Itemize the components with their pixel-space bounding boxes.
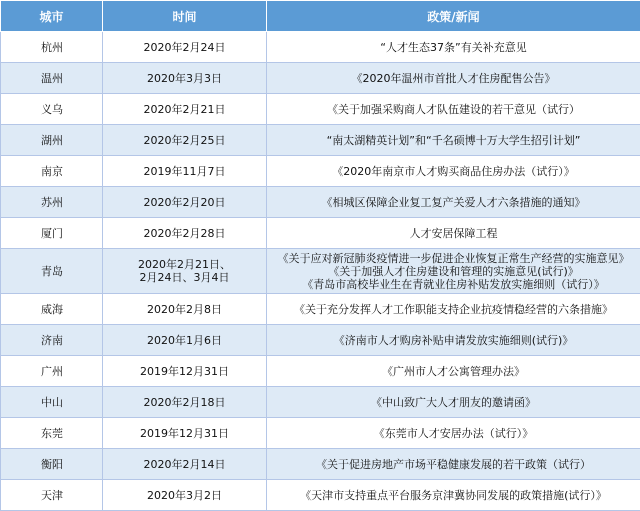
date-line: 2020年1月6日 bbox=[147, 333, 222, 347]
policy-line: 《2020年南京市人才购买商品住房办法（试行）》 bbox=[332, 164, 575, 178]
date-line: 2020年2月25日 bbox=[143, 133, 226, 147]
policy-line: 《天津市支持重点平台服务京津冀协同发展的政策措施(试行）》 bbox=[300, 488, 607, 502]
date-cell bbox=[103, 356, 267, 387]
policy-cell bbox=[267, 249, 640, 294]
date-line: 2020年2月28日 bbox=[143, 226, 226, 240]
table-row bbox=[1, 325, 640, 356]
date-cell bbox=[103, 218, 267, 249]
date-cell bbox=[103, 387, 267, 418]
policy-line: 《关于促进房地产市场平稳健康发展的若干政策（试行） bbox=[316, 457, 591, 471]
header-city: 城市 bbox=[1, 1, 103, 32]
city-cell: 厦门 bbox=[1, 218, 103, 249]
policy-line: 《相城区保障企业复工复产关爱人才六条措施的通知》 bbox=[321, 195, 586, 209]
table-row bbox=[1, 480, 640, 511]
city-cell: 苏州 bbox=[1, 187, 103, 218]
policy-cell bbox=[267, 480, 640, 511]
policy-cell bbox=[267, 218, 640, 249]
header-row bbox=[1, 1, 640, 32]
policy-cell bbox=[267, 63, 640, 94]
policy-cell bbox=[267, 387, 640, 418]
city-cell: 济南 bbox=[1, 325, 103, 356]
city-cell: 湖州 bbox=[1, 125, 103, 156]
date-cell bbox=[103, 94, 267, 125]
table-row bbox=[1, 63, 640, 94]
table-row bbox=[1, 387, 640, 418]
date-line: 2020年2月8日 bbox=[147, 302, 222, 316]
policy-line: 《东莞市人才安居办法（试行）》 bbox=[373, 426, 534, 440]
table-row bbox=[1, 356, 640, 387]
table-row bbox=[1, 249, 640, 294]
city-cell: 杭州 bbox=[1, 32, 103, 63]
header-date: 时间 bbox=[103, 1, 267, 32]
date-line: 2019年11月7日 bbox=[143, 164, 226, 178]
city-cell: 威海 bbox=[1, 294, 103, 325]
policy-line: “南太湖精英计划”和“千名硕博十万大学生招引计划” bbox=[326, 133, 581, 147]
date-line: 2020年2月21日 bbox=[143, 102, 226, 116]
table-row bbox=[1, 218, 640, 249]
policy-line: 《关于充分发挥人才工作职能支持企业抗疫情稳经营的六条措施》 bbox=[294, 302, 613, 316]
policy-line: 《关于加强采购商人才队伍建设的若干意见（试行） bbox=[327, 102, 580, 116]
table-row bbox=[1, 294, 640, 325]
policy-cell bbox=[267, 325, 640, 356]
table-row bbox=[1, 418, 640, 449]
table-row bbox=[1, 125, 640, 156]
table-body bbox=[1, 32, 640, 511]
date-cell bbox=[103, 32, 267, 63]
table-row bbox=[1, 449, 640, 480]
policy-cell bbox=[267, 187, 640, 218]
policy-line: 《关于加强人才住房建设和管理的实施意见(试行)》 bbox=[328, 264, 579, 278]
policy-cell bbox=[267, 449, 640, 480]
policy-line: 《中山致广大人才朋友的邀请函》 bbox=[371, 395, 536, 409]
date-cell bbox=[103, 187, 267, 218]
policy-cell bbox=[267, 94, 640, 125]
policy-cell bbox=[267, 294, 640, 325]
city-cell: 广州 bbox=[1, 356, 103, 387]
policy-cell bbox=[267, 356, 640, 387]
city-cell: 青岛 bbox=[1, 249, 103, 294]
city-cell: 南京 bbox=[1, 156, 103, 187]
city-cell: 温州 bbox=[1, 63, 103, 94]
policy-line: 《关于应对新冠肺炎疫情进一步促进企业恢复正常生产经营的实施意见》 bbox=[277, 251, 630, 265]
date-cell bbox=[103, 480, 267, 511]
date-line: 2020年2月20日 bbox=[143, 195, 226, 209]
date-line: 2020年3月3日 bbox=[147, 71, 222, 85]
city-cell: 天津 bbox=[1, 480, 103, 511]
date-line: 2019年12月31日 bbox=[140, 364, 229, 378]
date-line: 2020年2月14日 bbox=[143, 457, 226, 471]
header-policy: 政策/新闻 bbox=[267, 1, 640, 32]
date-cell bbox=[103, 63, 267, 94]
policy-cell bbox=[267, 418, 640, 449]
date-cell bbox=[103, 325, 267, 356]
date-cell bbox=[103, 449, 267, 480]
date-line: 2月24日、3月4日 bbox=[139, 271, 230, 284]
date-line: 2020年3月2日 bbox=[147, 488, 222, 502]
policy-line: “人才生态37条”有关补充意见 bbox=[380, 40, 527, 54]
policy-cell bbox=[267, 156, 640, 187]
city-cell: 中山 bbox=[1, 387, 103, 418]
date-line: 2020年2月24日 bbox=[143, 40, 226, 54]
table-row bbox=[1, 32, 640, 63]
policy-cell bbox=[267, 125, 640, 156]
policy-line: 《广州市人才公寓管理办法》 bbox=[382, 364, 525, 378]
policy-line: 《济南市人才购房补贴申请发放实施细则(试行)》 bbox=[333, 333, 574, 347]
date-cell bbox=[103, 125, 267, 156]
policy-cell bbox=[267, 32, 640, 63]
city-cell: 东莞 bbox=[1, 418, 103, 449]
date-cell bbox=[103, 156, 267, 187]
date-cell bbox=[103, 294, 267, 325]
policy-line: 《2020年温州市首批人才住房配售公告》 bbox=[351, 71, 556, 85]
date-line: 2020年2月21日、 bbox=[138, 258, 231, 271]
city-cell: 衡阳 bbox=[1, 449, 103, 480]
table-row bbox=[1, 156, 640, 187]
date-line: 2020年2月18日 bbox=[143, 395, 226, 409]
date-cell bbox=[103, 418, 267, 449]
city-cell: 义乌 bbox=[1, 94, 103, 125]
table-row bbox=[1, 187, 640, 218]
date-cell bbox=[103, 249, 267, 294]
policy-line: 人才安居保障工程 bbox=[409, 226, 498, 240]
table-row bbox=[1, 94, 640, 125]
date-line: 2019年12月31日 bbox=[140, 426, 229, 440]
policy-line: 《青岛市高校毕业生在青就业住房补贴发放实施细则（试行）》 bbox=[302, 277, 605, 291]
